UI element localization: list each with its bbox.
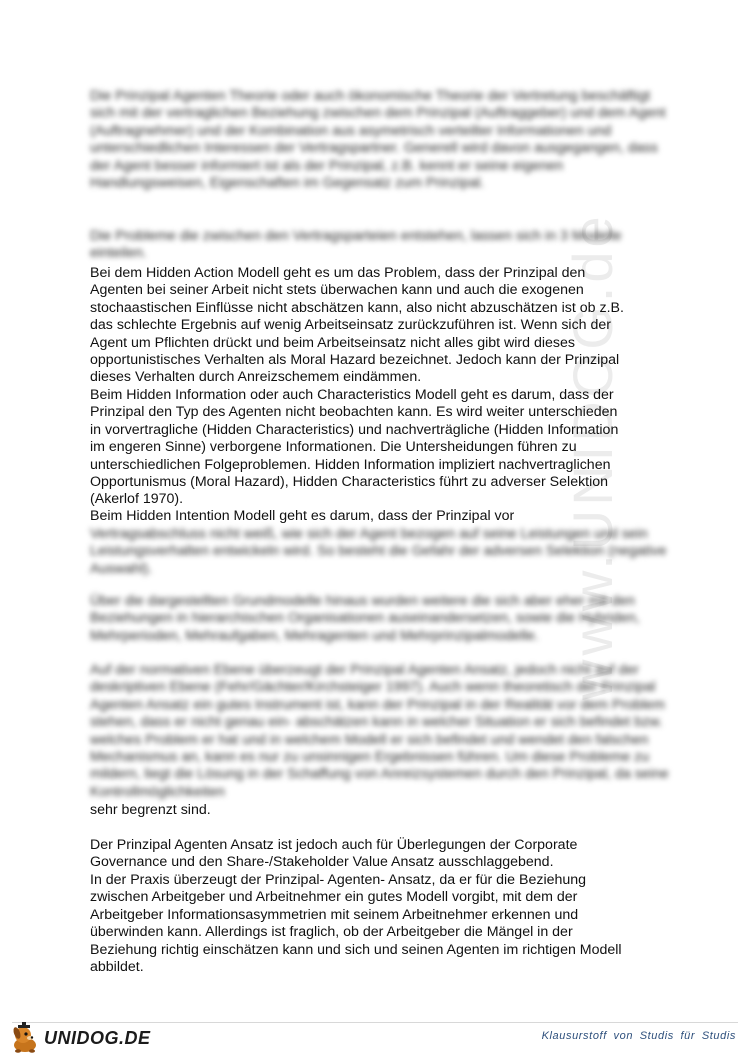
paragraph-praxis: In der Praxis überzeugt der Prinzipal- Agenten- Ansatz, da er für die Beziehung zwischen Arbeitgeber und Arbeitnehmer ein gutes Modell vorgibt, mit dem der Arbeitgeber Informationsasymmetrien mit seinem Arbeitnehmer erkennen und überwinden kann. Allerdings ist fraglich, ob der Arbeitgeber die Mängel in der Beziehung richtig einschätzen kann und sich und seinen Agenten im richtigen Modell abbildet. <box>90 872 622 976</box>
paragraph-hidden-information: Beim Hidden Information oder auch Characteristics Modell geht es darum, dass der Prinzipal den Typ des Agenten nicht beobachten kann. Es wird weiter unterschieden in vorvertragliche (Hidden Characteristics) und nachverträgliche (Hidden Information im engeren Sinne) verborgene Informationen. Die Untersheidungen führen zu unterschiedlichen Folgeproblemen. Hidden Information impliziert nachvertraglichen Opportunismus (Moral Hazard), Hidden Characteristics führt zu adverser Selektion (Akerlof 1970). <box>90 387 619 508</box>
paragraph-intro: Die Prinzipal Agenten Theorie oder auch ökonomische Theorie der Vertretung beschäftigt sich mit der vertraglichen Beziehung zwischen dem Prinzipal (Auftraggeber) und dem Agent (Auftragnehmer) und der Kombination aus asymetrisch verteilter Informationen und unterschiedlichen Interessen der Vertragspartner. Generell wird davon ausgegangen, dass der Agent besser informiert ist als der Prinzipal, z.B. kennt er seine eigenen Handlungsweisen, Eigenschaften im Gegensatz zum Prinzipal. <box>90 88 666 192</box>
paragraph-normative-tail: sehr begrenzt sind. <box>90 802 211 818</box>
paragraph-hidden-action: Bei dem Hidden Action Modell geht es um das Problem, dass der Prinzipal den Agenten bei seiner Arbeit nicht stets überwachen kann und auch die exogenen stochaastischen Einflüsse nicht abschätzen kann, also nicht abzuschätzen ist ob z.B. das schlechte Ergebnis auf wenig Arbeitseinsatz zurückzuführen ist. Wenn sich der Agent um Pflichten drückt und beim Arbeitseinsatz nicht alles gibt wird dieses opportunistisches Verhalten als Moral Hazard bezeichnet. Jedoch kann der Prinzipal dieses Verhalten durch Anreizschemem eindämmen. <box>90 265 624 386</box>
dog-mascot-icon <box>8 1021 42 1055</box>
footer-logo <box>8 1020 151 1056</box>
paragraph-grundmodelle: Über die dargestellten Grundmodelle hinaus wurden weitere die sich aber eher mit den Beziehungen in hierarchischen Organisationen auseinandersetzen, sowie die Hybriden, Mehrperioden, Mehraufgaben, Mehragenten und Mehrprinzipalmodelle. <box>90 593 640 644</box>
paragraph-hidden-intention: Beim Hidden Intention Modell geht es darum, dass der Prinzipal vor <box>90 508 515 524</box>
logo-text: UNIDOG.DE <box>44 1027 151 1048</box>
paragraph-governance: Der Prinzipal Agenten Ansatz ist jedoch auch für Überlegungen der Corporate Governance und den Share-/Stakeholder Value Ansatz ausschlaggebend. <box>90 837 578 871</box>
watermark: www.UNIDOG.de <box>561 212 624 700</box>
paragraph-hidden-intention-cont: Vertragsabschluss nicht weiß, wie sich der Agent bezogen auf seine Leistungen und sein Leistungsverhalten entwickeln wird. So besteht die Gefahr der adversen Selektion (negative Auswahl). <box>90 526 667 577</box>
footer-tagline: Klausurstoff von Studis für Studis <box>541 1030 736 1042</box>
paragraph-normative: Auf der normativen Ebene überzeugt der Prinzipal Agenten Ansatz, jedoch nicht auf der deskriptiven Ebene (Fehr/Gächter/Kirchsteiger 1997). Auch wenn theoretisch der Prinzipal Agenten Ansatz ein gutes Instrument ist, kann der Prinzipal in der Realität vor dem Problem stehen, dass er nicht genau ein- abschätzen kann in welcher Situation er sich befindet bzw. welches Problem er hat und in welchem Modell er sich befindet und wendet den falschen Mechanismus an, kann es nur zu unsinnigen Ergebnissen führen. Um diese Probleme zu mildern, liegt die Lösung in der Schaffung von Anreizsystemen durch den Prinzipal, da seine Kontrollmöglichkeiten <box>90 662 669 800</box>
paragraph-problems: Die Probleme die zwischen den Vertragsparteien entstehen, lassen sich in 3 Modelle einteilen. <box>90 228 622 262</box>
